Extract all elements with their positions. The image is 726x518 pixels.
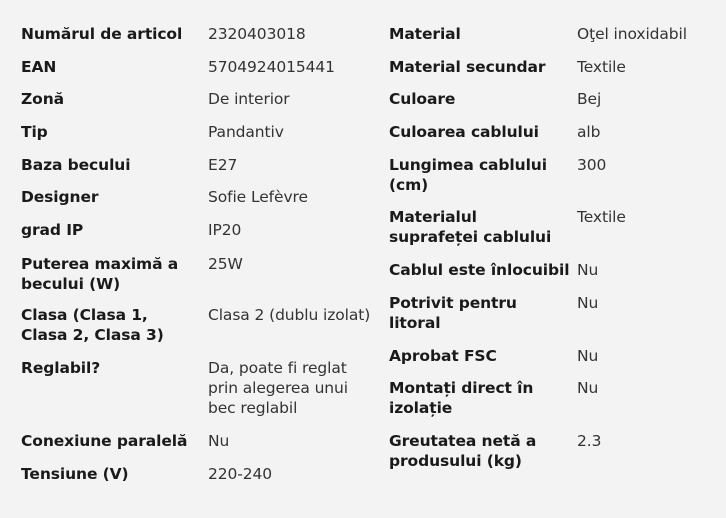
spec-label-net-weight: Greutatea netă a produsului (kg)	[389, 432, 537, 470]
spec-value-dimmable: Da, poate fi reglat prin alegerea unui bec reglabil	[208, 359, 348, 417]
spec-value-ip-rating: IP20	[208, 221, 242, 239]
spec-value-class: Clasa 2 (dublu izolat)	[208, 306, 371, 324]
spec-label-secondary-material: Material secundar	[389, 58, 546, 76]
spec-value-voltage: 220-240	[208, 465, 273, 483]
spec-label-bulb-base: Baza becului	[21, 156, 131, 174]
spec-label-voltage: Tensiune (V)	[21, 465, 129, 483]
spec-value-material: Oţel inoxidabil	[577, 25, 687, 43]
spec-label-cable-color: Culoarea cablului	[389, 123, 539, 141]
spec-label-cable-replaceable: Cablul este înlocuibil	[389, 261, 570, 279]
spec-value-cable-color: alb	[577, 123, 601, 141]
spec-value-coastal-suitable: Nu	[577, 294, 599, 312]
spec-value-parallel-connection: Nu	[208, 432, 230, 450]
spec-label-max-power: Puterea maximă a becului (W)	[21, 255, 179, 293]
spec-label-parallel-connection: Conexiune paralelă	[21, 432, 188, 450]
spec-label-cable-surface-material: Materialul suprafeței cablului	[389, 208, 552, 246]
spec-label-article-number: Numărul de articol	[21, 25, 183, 43]
spec-value-zone: De interior	[208, 90, 290, 108]
spec-value-article-number: 2320403018	[208, 25, 306, 43]
spec-value-net-weight: 2.3	[577, 432, 602, 450]
spec-label-ean: EAN	[21, 58, 57, 76]
spec-label-material: Material	[389, 25, 461, 43]
spec-label-coastal-suitable: Potrivit pentru litoral	[389, 294, 517, 332]
spec-value-fsc-approved: Nu	[577, 347, 599, 365]
spec-value-type: Pandantiv	[208, 123, 284, 141]
spec-value-secondary-material: Textile	[577, 58, 626, 76]
spec-label-zone: Zonă	[21, 90, 64, 108]
spec-label-ip-rating: grad IP	[21, 221, 84, 239]
spec-value-max-power: 25W	[208, 255, 243, 273]
spec-value-ean: 5704924015441	[208, 58, 335, 76]
spec-label-type: Tip	[21, 123, 48, 141]
spec-value-bulb-base: E27	[208, 156, 238, 174]
spec-value-cable-replaceable: Nu	[577, 261, 599, 279]
spec-value-cable-length: 300	[577, 156, 607, 174]
spec-value-color: Bej	[577, 90, 602, 108]
spec-value-cable-surface-material: Textile	[577, 208, 626, 226]
spec-label-designer: Designer	[21, 188, 99, 206]
spec-label-color: Culoare	[389, 90, 456, 108]
spec-label-class: Clasa (Clasa 1, Clasa 2, Clasa 3)	[21, 306, 164, 344]
spec-label-cable-length: Lungimea cablului (cm)	[389, 156, 547, 194]
spec-label-insulation-mounting: Montați direct în izolație	[389, 379, 534, 417]
spec-label-fsc-approved: Aprobat FSC	[389, 347, 497, 365]
spec-label-dimmable: Reglabil?	[21, 359, 101, 377]
spec-value-designer: Sofie Lefèvre	[208, 188, 308, 206]
spec-value-insulation-mounting: Nu	[577, 379, 599, 397]
